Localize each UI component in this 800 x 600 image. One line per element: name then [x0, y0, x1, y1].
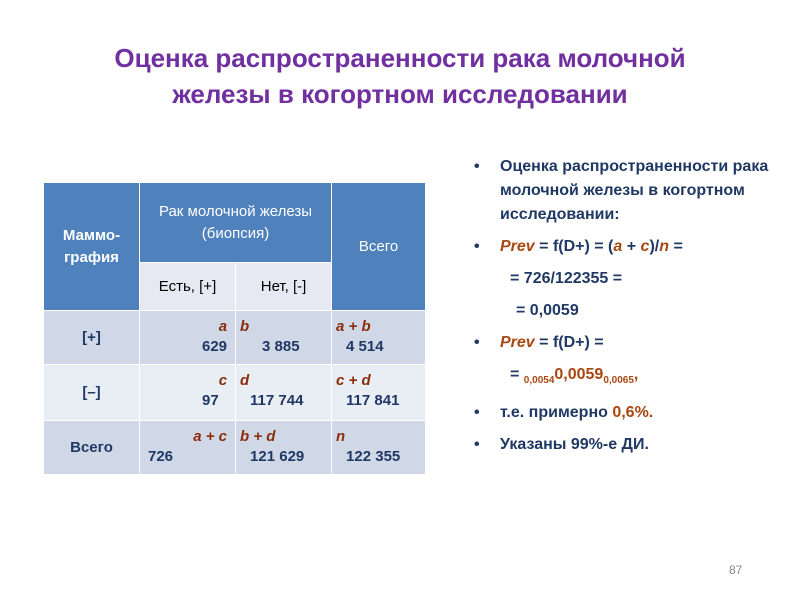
header-total: Всего: [332, 183, 426, 311]
cell-value: 4 514: [346, 338, 384, 355]
cell-value: 629: [202, 338, 228, 355]
table-row-total: [44, 421, 426, 475]
header-no: Нет, [-]: [236, 263, 332, 311]
cell-var: n: [336, 428, 346, 445]
cell-c-plus-d: [332, 365, 426, 421]
cell-value: 726: [148, 448, 174, 465]
formula-var-n: n: [659, 238, 669, 255]
table-row-negative: [44, 365, 426, 421]
cell-value: 117 744: [250, 392, 304, 409]
formula-continuation: = 726/122355 =: [510, 270, 623, 287]
cell-a-plus-b: [332, 311, 426, 365]
bullet-item: [470, 331, 770, 355]
row-label: Всего: [44, 421, 140, 475]
table-row-positive: [44, 311, 426, 365]
cell-value: 122 355: [346, 448, 401, 465]
formula-part: = f(D+) = (: [534, 238, 614, 255]
cell-b-plus-d: [236, 421, 332, 475]
cell-var: b + d: [240, 428, 276, 445]
ci-lower: 0,0054: [523, 375, 555, 387]
bullet-dot-icon: •: [474, 404, 480, 422]
prev-symbol: Prev: [500, 334, 535, 351]
cell-var: d: [240, 372, 250, 389]
formula-var-c: c: [640, 238, 650, 255]
bullet-dot-icon: •: [474, 436, 480, 454]
cell-var: a + c: [193, 428, 228, 445]
ci-point: 0,0059: [554, 366, 604, 383]
cell-value: 117 841: [346, 392, 400, 409]
page-number: 87: [729, 563, 743, 577]
cell-value: 97: [202, 392, 219, 409]
header-mammography: Маммо-графия: [44, 183, 140, 311]
cell-var: c + d: [336, 372, 371, 389]
bullet-text: т.е. примерно: [500, 404, 613, 422]
row-label: [–]: [44, 365, 140, 421]
bullet-item: [470, 433, 770, 457]
formula-result: = 0,0059: [516, 302, 579, 319]
ci-comma: ,: [633, 366, 639, 383]
cell-n: [332, 421, 426, 475]
ci-eq: =: [510, 366, 524, 383]
cell-var: c: [218, 372, 228, 389]
row-label: [+]: [44, 311, 140, 365]
percent-value: 0,6%.: [612, 404, 654, 422]
cell-a-plus-c: [140, 421, 236, 475]
formula-part: )/: [649, 238, 660, 255]
formula-part: =: [669, 238, 683, 255]
cell-value: 3 885: [262, 338, 300, 355]
cell-var: a + b: [336, 318, 371, 335]
bullet-dot-icon: •: [474, 334, 480, 351]
formula-part: +: [622, 238, 641, 255]
bullet-text: Указаны 99%-е ДИ.: [500, 436, 649, 454]
cell-a: [140, 311, 236, 365]
bullet-item: [470, 235, 770, 259]
confidence-interval: [470, 363, 770, 393]
bullet-text: Оценка распространенности рака молочной железы в когортном исследовании:: [500, 158, 769, 223]
bullet-list: [470, 155, 770, 465]
contingency-table: [43, 182, 426, 475]
cell-value: 121 629: [250, 448, 305, 465]
cell-var: b: [240, 318, 250, 335]
bullet-item: [470, 401, 770, 425]
prev-symbol: Prev: [500, 238, 535, 255]
bullet-dot-icon: •: [474, 158, 480, 175]
slide-title: [40, 40, 760, 112]
header-yes: Есть, [+]: [140, 263, 236, 311]
formula-var-a: a: [613, 238, 623, 255]
ci-upper: 0,0065: [603, 375, 634, 387]
bullet-item: [470, 155, 770, 227]
bullet-dot-icon: •: [474, 238, 480, 255]
header-cancer-biopsy: Рак молочной железы (биопсия): [140, 183, 332, 263]
cell-c: [140, 365, 236, 421]
title-line-2: железы в когортном исследовании: [172, 79, 628, 109]
cell-var: a: [218, 318, 228, 335]
title-line-1: Оценка распространенности рака молочной: [114, 43, 686, 73]
cell-d: [236, 365, 332, 421]
cell-b: [236, 311, 332, 365]
formula-part: = f(D+) =: [534, 334, 604, 351]
